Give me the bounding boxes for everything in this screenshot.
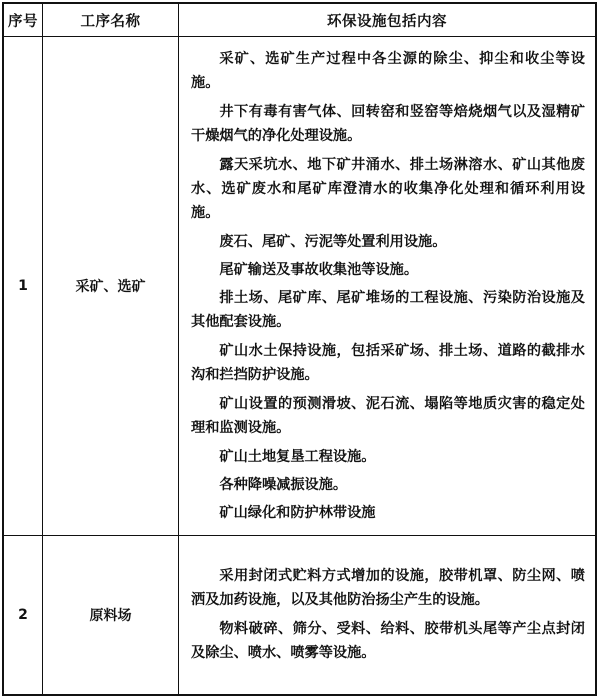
content-item: 矿山设置的预测滑坡、泥石流、塌陷等地质灾害的稳定处理和监测设施。 <box>191 396 585 436</box>
row-process: 采矿、选矿 <box>43 37 179 535</box>
content-item: 各种降噪减振设施。 <box>219 477 348 493</box>
table-row <box>4 536 595 694</box>
content-item: 物料破碎、筛分、受料、给料、胶带机头尾等产尘点封闭及除尘、喷水、喷雾等设施。 <box>191 621 585 661</box>
row-index: 2 <box>4 536 43 694</box>
content-item: 废石、尾矿、污泥等处置利用设施。 <box>219 234 447 250</box>
content-item: 排土场、尾矿库、尾矿堆场的工程设施、污染防治设施及其他配套设施。 <box>191 290 585 330</box>
table-row <box>4 37 595 536</box>
table-header-row <box>4 4 595 37</box>
content-item: 矿山水土保持设施，包括采矿场、排土场、道路的截排水沟和拦挡防护设施。 <box>191 343 585 383</box>
header-content: 环保设施包括内容 <box>327 13 447 30</box>
row-process: 原料场 <box>43 536 179 694</box>
header-process: 工序名称 <box>43 4 179 36</box>
row-index: 1 <box>4 37 43 535</box>
content-item: 露天采坑水、地下矿井涌水、排土场淋溶水、矿山其他废水、选矿废水和尾矿库澄清水的收集净化处理和循环利用设施。 <box>191 157 585 221</box>
environmental-facilities-table <box>2 2 597 696</box>
content-item: 采用封闭式贮料方式增加的设施，胶带机罩、防尘网、喷洒及加药设施，以及其他防治扬尘产生的设施。 <box>191 568 585 608</box>
content-item: 矿山土地复垦工程设施。 <box>219 449 376 465</box>
content-item: 采矿、选矿生产过程中各尘源的除尘、抑尘和收尘等设施。 <box>191 51 585 91</box>
content-item: 井下有毒有害气体、回转窑和竖窑等焙烧烟气以及湿精矿干燥烟气的净化处理设施。 <box>191 104 585 144</box>
row-content <box>179 37 595 535</box>
row-content <box>179 536 595 694</box>
content-item: 矿山绿化和防护林带设施 <box>219 505 376 521</box>
content-item: 尾矿输送及事故收集池等设施。 <box>219 262 419 278</box>
header-index: 序号 <box>4 4 43 36</box>
